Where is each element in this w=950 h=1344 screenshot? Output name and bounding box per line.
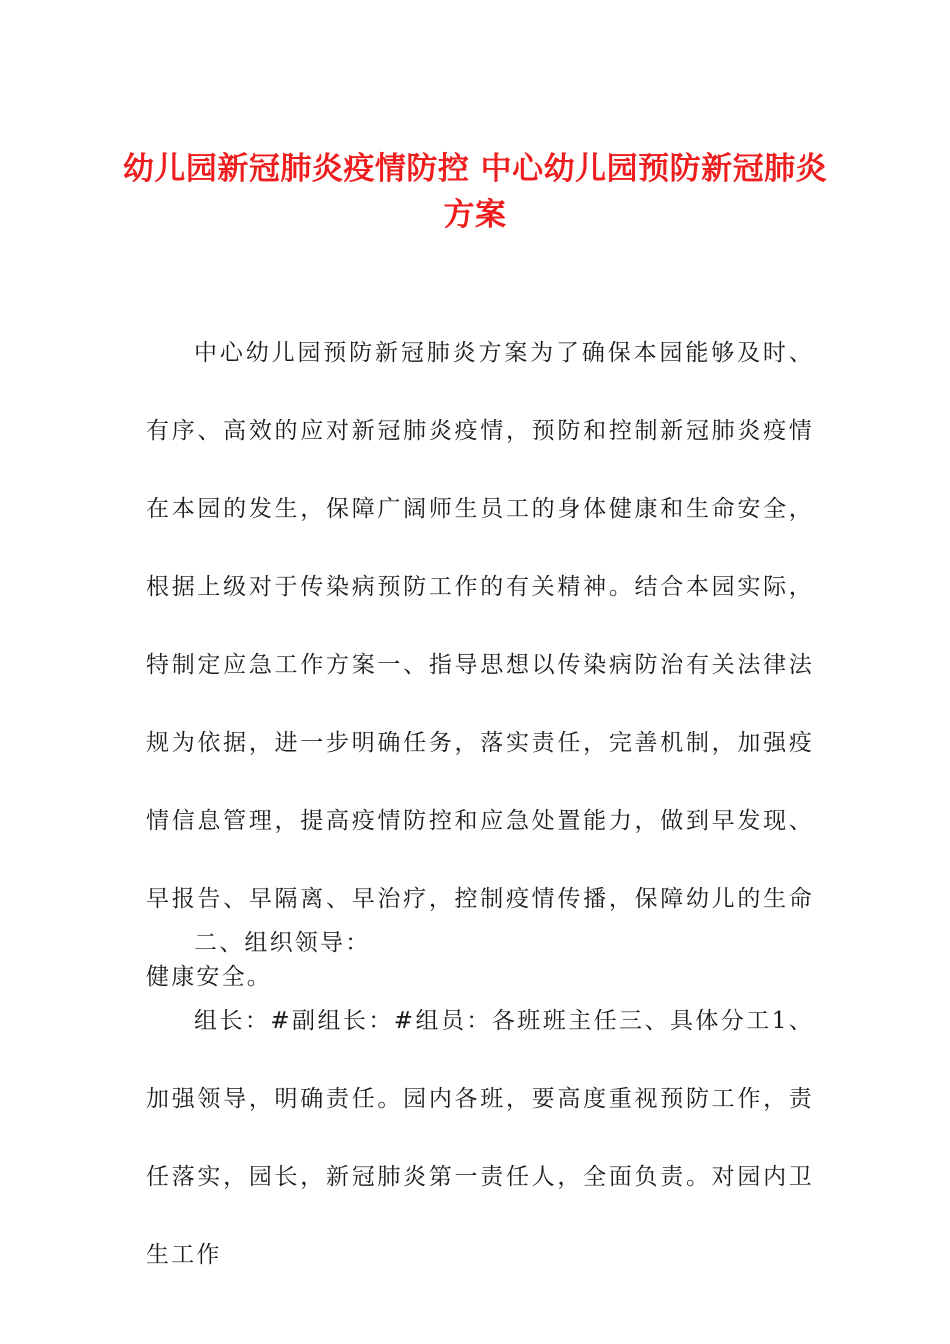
paragraph-intro: 中心幼儿园预防新冠肺炎方案为了确保本园能够及时、有序、高效的应对新冠肺炎疫情，预防和控制新冠肺炎疫情在本园的发生，保障广阔师生员工的身体健康和生命安全，根据上级对于传染病预防工作的有关精神。结合本园实际，特制定应急工作方案一、指导思想以传染病防治有关法律法规为依据，进一步明确任务，落实责任，完善机制，加强疫情信息管理，提高疫情防控和应急处置能力，做到早发现、早报告、早隔离、早治疗，控制疫情传播，保障幼儿的生命健康安全。 (146, 340, 814, 990)
paragraph-organization-detail: 组长：#副组长：#组员：各班班主任三、具体分工1、加强领导，明确责任。园内各班，要高度重视预防工作，责任落实，园长，新冠肺炎第一责任人，全面负责。对园内卫生工作 (146, 1008, 814, 1268)
document-title: 幼儿园新冠肺炎疫情防控 中心幼儿园预防新冠肺炎方案 (122, 151, 828, 233)
paragraph-organization-heading: 二、组织领导： (194, 930, 371, 956)
